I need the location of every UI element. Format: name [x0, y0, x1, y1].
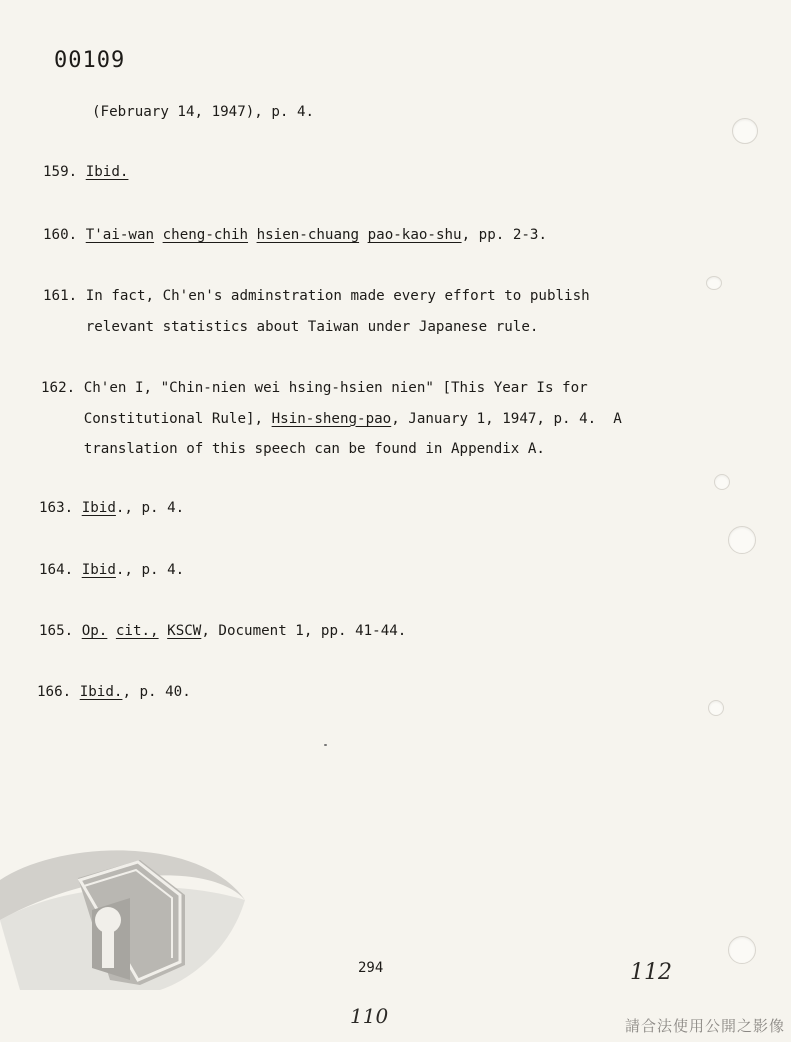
footnote-text: translation of this speech can be found in Appendix A.: [41, 441, 545, 457]
footnote-line: [41, 373, 622, 404]
archive-logo-icon: [0, 840, 250, 1000]
footnote-text: [107, 623, 116, 639]
footnote-text: Constitutional Rule],: [41, 410, 272, 427]
watermark-text: 請合法使用公開之影像: [624, 1017, 785, 1035]
handwritten-number-bottom: 110: [350, 1004, 389, 1028]
footnote-text: , pp. 2-3.: [461, 227, 548, 243]
footnote-text: , Document 1, pp. 41-44.: [201, 623, 407, 639]
footnote-text: ., p. 4.: [115, 562, 185, 578]
binder-hole: [714, 474, 730, 490]
underlined-title: Ibid: [81, 500, 116, 516]
footnote-text: [248, 227, 257, 243]
footnote-text: , January 1, 1947, p. 4. A: [391, 410, 622, 427]
footnote-text: 162. Ch'en I, "Chin-nien wei hsing-hsien nien" [This Year Is for: [41, 380, 588, 396]
footnote-3: [43, 281, 590, 342]
underlined-title: Ibid: [81, 562, 116, 578]
footnote-line: [39, 616, 406, 647]
footnote-line: [43, 157, 128, 188]
underlined-title: Ibid.: [85, 164, 129, 180]
footnote-line: [43, 312, 590, 343]
footnote-text: (February 14, 1947), p. 4.: [92, 104, 315, 120]
footnote-0: [92, 97, 314, 128]
footnote-2: [43, 220, 547, 251]
footnote-line: [43, 220, 547, 251]
footnote-8: [37, 677, 191, 708]
footnote-text: [159, 623, 168, 639]
binder-hole: [732, 118, 758, 144]
footnote-line: [41, 404, 622, 435]
underlined-title: cheng-chih: [162, 227, 249, 243]
footnote-text: 164.: [39, 562, 82, 578]
underlined-title: hsien-chuang: [256, 227, 360, 243]
footnote-5: [39, 493, 184, 524]
handwritten-number-right: 112: [630, 960, 672, 985]
underlined-title: pao-kao-shu: [367, 227, 462, 243]
footnote-line: [37, 677, 191, 708]
footnote-line: [39, 555, 184, 586]
footnote-6: [39, 555, 184, 586]
underlined-title: Hsin-sheng-pao: [271, 410, 392, 427]
footnote-text: 166.: [37, 684, 80, 700]
underlined-title: T'ai-wan: [85, 227, 155, 243]
underlined-title: Op.: [81, 623, 108, 639]
page-number: 294: [358, 960, 384, 976]
binder-hole: [708, 700, 724, 716]
footnote-line: [43, 281, 590, 312]
footnote-line: [39, 493, 184, 524]
footnote-text: [154, 227, 163, 243]
footnote-text: ., p. 4.: [115, 500, 185, 516]
footnote-text: relevant statistics about Taiwan under Japanese rule.: [43, 318, 539, 335]
binder-hole: [728, 936, 756, 964]
underlined-title: Ibid.: [79, 684, 123, 700]
footnote-4: [41, 373, 622, 465]
binder-hole: [706, 276, 722, 290]
footnote-text: 163.: [39, 500, 82, 516]
underlined-title: KSCW: [167, 623, 202, 639]
footnote-text: 159.: [43, 164, 86, 180]
footnote-text: 160.: [43, 227, 86, 243]
archive-number: 00109: [54, 48, 126, 73]
scan-speck: [324, 744, 327, 746]
footnote-line: [92, 97, 314, 128]
footnote-text: 165.: [39, 623, 82, 639]
footnote-7: [39, 616, 406, 647]
footnote-text: 161. In fact, Ch'en's adminstration made every effort to publish: [43, 288, 590, 304]
underlined-title: cit.,: [115, 623, 159, 639]
footnote-line: [41, 434, 622, 465]
binder-hole: [728, 526, 756, 554]
footnote-1: [43, 157, 128, 188]
footnote-text: , p. 40.: [122, 684, 191, 700]
footnote-text: [359, 227, 368, 243]
